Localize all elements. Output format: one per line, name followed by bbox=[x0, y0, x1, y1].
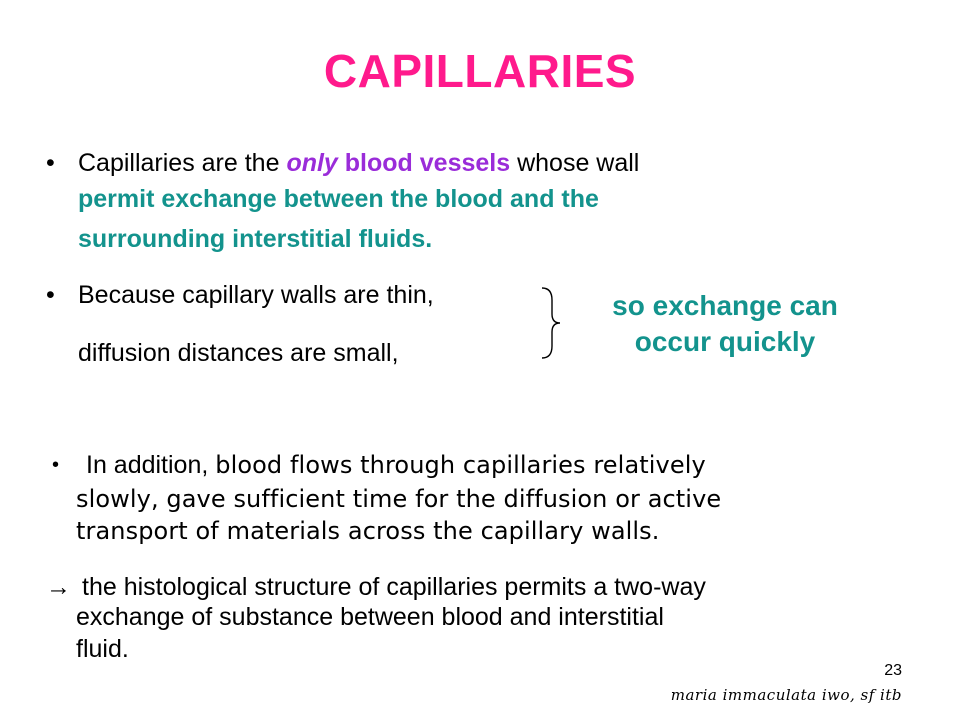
p1-line-2: permit exchange between the blood and the bbox=[78, 185, 599, 213]
bullet-2: • bbox=[46, 281, 55, 309]
p3-line-3: transport of materials across the capillary walls. bbox=[76, 517, 660, 545]
side-note-line-2: occur quickly bbox=[634, 326, 816, 357]
author-credit: maria immaculata iwo, sf itb bbox=[670, 686, 902, 704]
p3-text-a: In addition, bbox=[86, 451, 216, 479]
p3-text-b: blood flows through capillaries relatively bbox=[215, 451, 706, 479]
p4-line-2: exchange of substance between blood and interstitial bbox=[76, 603, 664, 631]
p1-emphasis-vessels: blood vessels bbox=[337, 149, 511, 177]
p2-line-2: diffusion distances are small, bbox=[78, 339, 399, 367]
side-note-line-1: so exchange can bbox=[612, 290, 838, 321]
page-number: 23 bbox=[884, 662, 902, 679]
p4-line-1: the histological structure of capillaries permits a two-way bbox=[82, 573, 706, 601]
slide-title: CAPILLARIES bbox=[323, 45, 637, 97]
bullet-3: • bbox=[52, 454, 60, 476]
arrow-right-icon: → bbox=[46, 573, 71, 601]
p3-line-1 bbox=[86, 448, 706, 482]
p2-line-1: Because capillary walls are thin, bbox=[78, 281, 434, 309]
bullet-1: • bbox=[46, 149, 55, 177]
p1-text-a: Capillaries are the bbox=[78, 149, 287, 177]
p4-line-3: fluid. bbox=[76, 635, 129, 663]
p1-text-d: whose wall bbox=[510, 149, 640, 177]
p1-emphasis-only: only bbox=[286, 149, 338, 177]
p1-line-1 bbox=[78, 146, 639, 180]
p1-line-3: surrounding interstitial fluids. bbox=[78, 225, 433, 253]
p3-line-2: slowly, gave sufficient time for the diffusion or active bbox=[76, 485, 722, 513]
